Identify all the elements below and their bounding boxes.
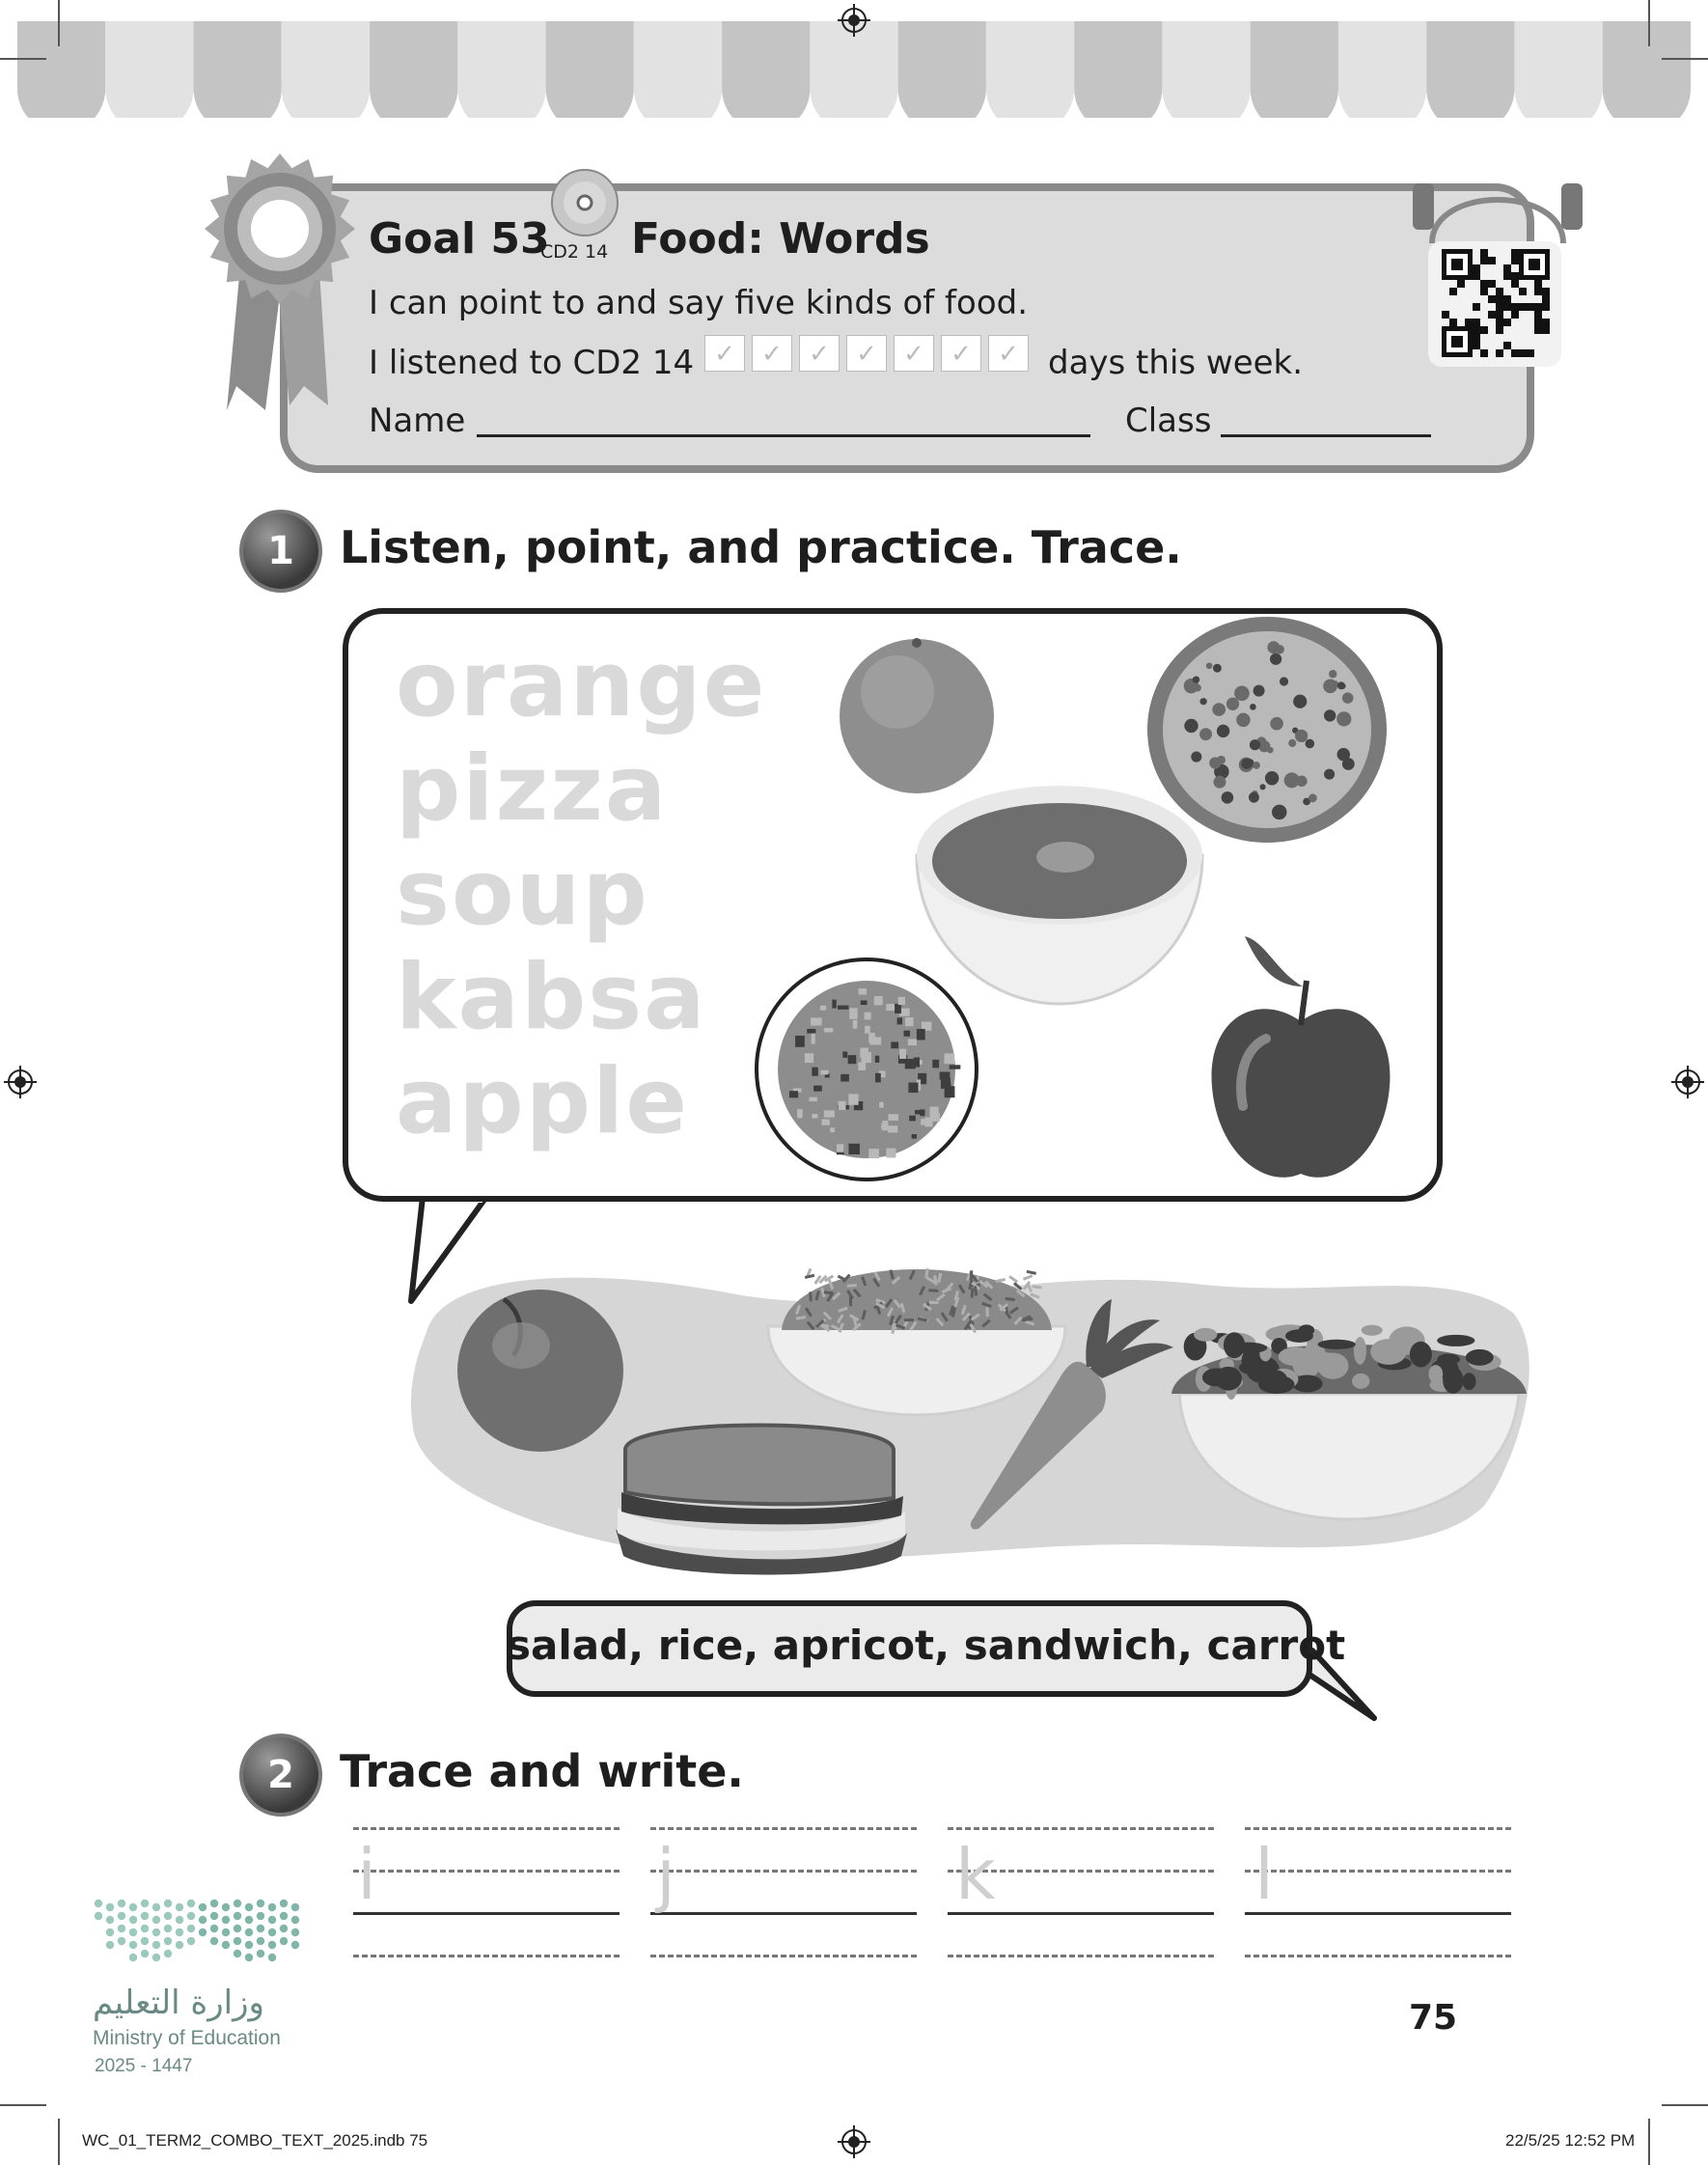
crop-mark — [58, 0, 60, 46]
writing-guide-bottom — [1245, 1955, 1511, 1957]
crop-mark — [58, 2119, 60, 2165]
crop-mark — [1662, 58, 1708, 60]
writing-guide-top — [353, 1827, 620, 1830]
trace-letter-i[interactable]: i — [357, 1834, 377, 1915]
name-field[interactable] — [477, 434, 1090, 437]
ministry-name-arabic: وزارة التعليم — [93, 1984, 264, 2022]
goal-cd-label: CD2 14 — [540, 241, 609, 263]
qr-code-icon[interactable] — [1442, 249, 1550, 357]
class-field[interactable] — [1221, 434, 1431, 437]
sandwich-image — [612, 1411, 913, 1583]
carrot-image — [967, 1295, 1179, 1537]
listen-checkbox[interactable]: ✓ — [846, 335, 887, 372]
listen-checkbox[interactable]: ✓ — [704, 335, 745, 372]
goal-statement: I can point to and say five kinds of food. — [369, 284, 1029, 322]
trace-word-pizza[interactable]: pizza — [396, 736, 669, 842]
cd-icon — [548, 166, 621, 239]
crop-mark — [0, 2104, 46, 2106]
writing-baseline — [650, 1912, 917, 1915]
trace-letter-k[interactable]: k — [955, 1834, 996, 1915]
trace-word-soup[interactable]: soup — [396, 841, 649, 946]
ministry-name-english: Ministry of Education — [93, 2027, 281, 2049]
registration-mark-right — [1671, 1066, 1704, 1098]
writing-guide-top — [1245, 1827, 1511, 1830]
registration-mark-left — [4, 1066, 37, 1098]
listen-checkbox[interactable]: ✓ — [799, 335, 840, 372]
listen-suffix: days this week. — [1048, 344, 1304, 382]
trace-word-orange[interactable]: orange — [396, 632, 767, 737]
listen-checkbox[interactable]: ✓ — [941, 335, 981, 372]
crop-mark — [1662, 2104, 1708, 2106]
writing-guide-top — [948, 1827, 1214, 1830]
section-1-number: 1 — [239, 510, 322, 593]
trace-letter-l[interactable]: l — [1254, 1834, 1275, 1915]
footer-filename: WC_01_TERM2_COMBO_TEXT_2025.indb 75 — [82, 2131, 428, 2150]
orange-image — [830, 629, 1004, 795]
writing-guide-bottom — [353, 1955, 620, 1957]
crop-mark — [1648, 2119, 1650, 2165]
listen-checkbox[interactable]: ✓ — [988, 335, 1029, 372]
salad-bowl-image — [1166, 1299, 1532, 1523]
word-bank-text: salad, rice, apricot, sandwich, carrot — [507, 1622, 1346, 1669]
kabsa-plate-image — [753, 956, 980, 1183]
goal-title: Goal 53 — [369, 214, 550, 264]
class-label: Class — [1125, 402, 1212, 440]
apricot-image — [454, 1278, 627, 1456]
listen-checkbox[interactable]: ✓ — [894, 335, 934, 372]
name-label: Name — [369, 402, 466, 440]
ministry-year: 2025 - 1447 — [95, 2056, 193, 2076]
footer-date: 22/5/25 12:52 PM — [1505, 2131, 1636, 2150]
goal-topic: Food: Words — [631, 214, 930, 264]
trace-letter-j[interactable]: j — [656, 1834, 676, 1915]
writing-baseline — [353, 1912, 620, 1915]
writing-baseline — [1245, 1912, 1511, 1915]
writing-guide-mid — [1245, 1870, 1511, 1873]
writing-guide-bottom — [650, 1955, 917, 1957]
ministry-logo-icon — [93, 1894, 305, 1975]
section-2-number: 2 — [239, 1734, 322, 1817]
crop-mark — [0, 58, 46, 60]
section-1-title: Listen, point, and practice. Trace. — [340, 521, 1182, 573]
award-ribbon-icon — [198, 150, 362, 420]
listen-checkbox[interactable]: ✓ — [752, 335, 792, 372]
trace-word-kabsa[interactable]: kabsa — [396, 945, 707, 1050]
registration-mark-top — [838, 4, 870, 37]
trace-word-apple[interactable]: apple — [396, 1049, 689, 1154]
writing-guide-mid — [353, 1870, 620, 1873]
listen-prefix: I listened to CD2 14 — [369, 344, 695, 382]
page-number: 75 — [1409, 1998, 1458, 2038]
writing-guide-mid — [650, 1870, 917, 1873]
writing-guide-bottom — [948, 1955, 1214, 1957]
section-2-title: Trace and write. — [340, 1745, 744, 1797]
crop-mark — [1648, 0, 1650, 46]
writing-guide-top — [650, 1827, 917, 1830]
apple-image — [1198, 932, 1403, 1193]
registration-mark-bottom — [838, 2125, 870, 2158]
